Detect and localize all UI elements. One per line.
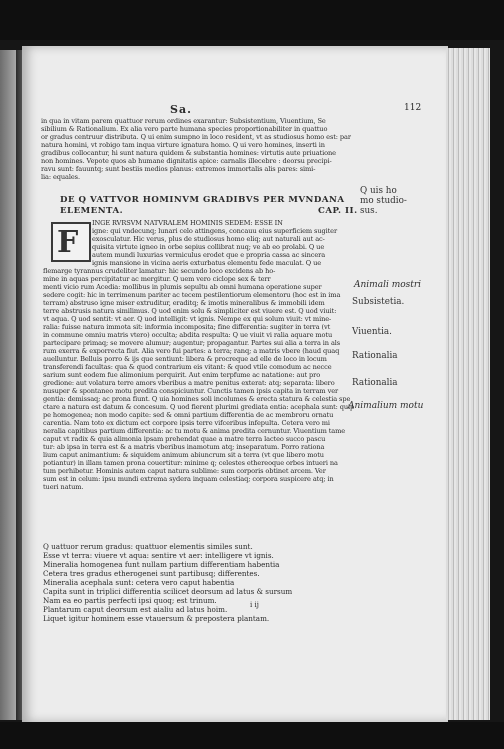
initial-letter: F bbox=[57, 225, 79, 260]
summary-line: Liquet igitur hominem esse vtauersum & prepostera plantam. bbox=[43, 614, 270, 623]
summary-line: Cetera tres gradus etherogenei sunt partibusq; differentes. bbox=[43, 569, 260, 578]
text-line: transferendi facultas: qua & quod contrarium eis vitant: & quod vtile comodum ac necce bbox=[43, 363, 332, 371]
text-line: neralia capitibus partium differentia: ac tu motu & anima predita cernuntur. Viuentium tame bbox=[43, 427, 346, 435]
text-line: igne: qui vndecunq; lunari celo attingens, concauu eius superficiem sugiter bbox=[92, 227, 338, 235]
decorated-initial bbox=[51, 222, 91, 262]
text-line: tum perhibetur. Hominis autem caput natura sublime: sum corporis obtinet arcem. Ver bbox=[43, 467, 326, 475]
folio-number: 112 bbox=[404, 103, 422, 113]
text-line: lia: equales. bbox=[41, 173, 80, 181]
text-line: gradibus collocantur, hi sunt natura quidem & substantia homines: virtutis aute priuatione bbox=[41, 149, 336, 157]
text-line: ralia: fuisse natura immota sit: informia incomposita; fine differentia: sugiter in terra (vt bbox=[43, 323, 331, 331]
margin-note-studiosus: sus. bbox=[360, 206, 378, 216]
margin-note-viuentia: Viuentia. bbox=[352, 327, 392, 337]
summary-line: Plantarum caput deorsum est aialiu ad latus hoim. bbox=[43, 605, 228, 614]
text-line: tur: ab ipsa in terra est & a matris vberibus inamotum atq; inseparatum. Porro rationa bbox=[43, 443, 325, 451]
text-line: exosculatur. Hic verus, plus de studiosus homo eliq; aut naturali aut ac- bbox=[92, 235, 325, 243]
text-line: partecipare primaq; se movere alumur; augentur; propagantur. Partes sui alia a terra in als bbox=[43, 339, 341, 347]
chapter-title-continued: ELEMENTA. bbox=[60, 206, 124, 216]
text-line: caput vt radix & quia alimonia ipsam prehendat quae a matre terra lacteo succo pascu bbox=[43, 435, 326, 443]
summary-line: Mineralia homogenea funt nullam partium differentiam habentia bbox=[43, 560, 280, 569]
page-edges bbox=[446, 48, 490, 720]
summary-line: Q uattuor rerum gradus: quattuor elementis similes sunt. bbox=[43, 542, 253, 551]
margin-note-subsistentia: Subsistetia. bbox=[352, 297, 405, 307]
text-line: pe homogenea; non modo capite: sed & omni partium differentia de ac membroru ornatu bbox=[43, 411, 334, 419]
signature-mark: i ij bbox=[250, 601, 259, 609]
text-line: natura homini, vt robigo tam inqua virture ignatura homo. Q ui vero homines, inserti in bbox=[41, 141, 325, 149]
handwritten-annotation: Animali mostri bbox=[354, 280, 422, 290]
top-shadow bbox=[0, 0, 504, 40]
chapter-title: DE Q VATTVOR HOMINVM GRADIBVS PER MVNDANA bbox=[60, 195, 345, 205]
text-line: mine in aquas percipitatur ac mergitur. Q uem vero ciclope sex & terr bbox=[43, 275, 271, 283]
text-line: sedere cogit: hic in terrimenum pariter ac tecem pestilentiorum elementoru (hoc est in ima bbox=[43, 291, 341, 299]
margin-note-rationalia: Rationalia bbox=[352, 351, 398, 361]
text-line: terre abstrusis natura similimus. Q uod enim solu & simpliciter est viuere est. Q uod viuit: bbox=[43, 307, 337, 315]
handwritten-annotation: Animalium motu bbox=[348, 401, 424, 411]
text-line: sibilium & Rationalium. Ex alia vero parte humana species proportionabiliter in quattuo bbox=[41, 125, 328, 133]
text-line: INGE RVRSVM NATVRALEM HOMINIS SEDEM: ESSE IN bbox=[92, 219, 283, 227]
bottom-shadow bbox=[0, 722, 504, 749]
text-line: rum exerra & exporrecta fiut. Alia vero fui partes: a terra; ranq; a matris vbere (haud quaq bbox=[43, 347, 340, 355]
text-line: quisita virtute igneo in orbe sepius collibrat nuq; ve ab eo prolabi. Q ue bbox=[92, 243, 325, 251]
text-line: autem mundi luxurias vermiculus erodet que e propria cassa ac sincera bbox=[92, 251, 326, 259]
text-line: vt aqua. Q uod sentit: vt aer. Q uod intelligit: vt ignis. Nempe ex qui solum viuit: vt mine- bbox=[43, 315, 332, 323]
text-line: auelluntur. Belluis porro & ijs que sentiunt: libera & procreque ad elle de loco in locum bbox=[43, 355, 327, 363]
text-line: flemarge tyrannus crudeliter lamatur: hic secundo loco excidens ab ho- bbox=[43, 267, 276, 275]
text-line: tueri natum. bbox=[43, 483, 84, 491]
summary-line: Esse vt terra: viuere vt aqua: sentire vt aer: intelligere vt ignis. bbox=[43, 551, 274, 560]
text-line: ctare a natura est datum & concesum. Q uod fierent plurimi grediata entia: acephala sunt: quip bbox=[43, 403, 355, 411]
text-line: or gradus centruur distributa. Q ui enim sumpno in loco resident, vt as studiosus homo est: par bbox=[41, 133, 351, 141]
text-line: carentia. Nam toto ex dictum ect corpore ipsis terre vifceribus infepulta. Cetera vero mi bbox=[43, 419, 330, 427]
text-line: in commune omniu matris vtero) occulta; abdita respulta: Q ue viuit vi ralia aquare motu bbox=[43, 331, 333, 339]
text-line: gredione: aut volatura terre amors vberibus a matre penitus exterat: atq; separata: libero bbox=[43, 379, 335, 387]
summary-line: Capita sunt in triplici differentia scilicet deorsum ad latus & sursum bbox=[43, 587, 293, 596]
text-line: sum est in celum: ipsu mundi extrema sydera inquam celestiaq; corpora suspicere atq; in bbox=[43, 475, 334, 483]
text-line: lium caput animantium: & siquidem animum abiuncrum sit a terra (vt que libero motu bbox=[43, 451, 324, 459]
text-line: ravu sunt: fauuntq; sunt bestiis medios planus: extremos immortalis alis pares: simi- bbox=[41, 165, 316, 173]
margin-note-studiosus: mo studio- bbox=[360, 196, 407, 206]
page-signature: Sa. bbox=[170, 103, 192, 116]
text-line: non homines. Vepote quos ab humane dignitatis apice: carnalis illecebre : deorsu precipi- bbox=[41, 157, 332, 165]
chapter-number: CAP. II. bbox=[318, 206, 358, 216]
summary-line: Nam ea eo partis perfecti ipsi quoq; est trinum. bbox=[43, 596, 217, 605]
summary-line: Mineralia acephala sunt: cetera vero caput habentia bbox=[43, 578, 235, 587]
text-line: potiantur) in illam tamen prona couertitur: minime q; celestes ethereoque orbes intueri na bbox=[43, 459, 338, 467]
text-line: gentia: demissaq; ac prona fiunt. Q uia homines soli incolumes & erecta statura & celestia spe bbox=[43, 395, 351, 403]
text-line: in qua in vitam parem quattuor rerum ordines exarantur: Subsistentium, Viuentium, Se bbox=[41, 117, 326, 125]
margin-note-studiosus: Q uis ho bbox=[360, 186, 397, 196]
margin-note-rationalia: Rationalia bbox=[352, 378, 398, 388]
text-line: menti vicio rum Acedia: mollibus in plumis sepultu ab omni humana operatione super bbox=[43, 283, 322, 291]
text-line: nusuper & spontaneo motu predita conspiciuntur. Cunctis tamen ipsis capita in terram ver bbox=[43, 387, 339, 395]
text-line: sarium sunt eodem fue alimonium perquirit. Aut enim terpfume ac natatione: aut pro bbox=[43, 371, 321, 379]
text-line: ignis mansione in vicina aeris exturbatus elementu fede maculat. Q ue bbox=[92, 259, 322, 267]
text-line: terram) abstruso igne miser extruditur, eraditq; & imotis mineralibus & immobili idem bbox=[43, 299, 325, 307]
